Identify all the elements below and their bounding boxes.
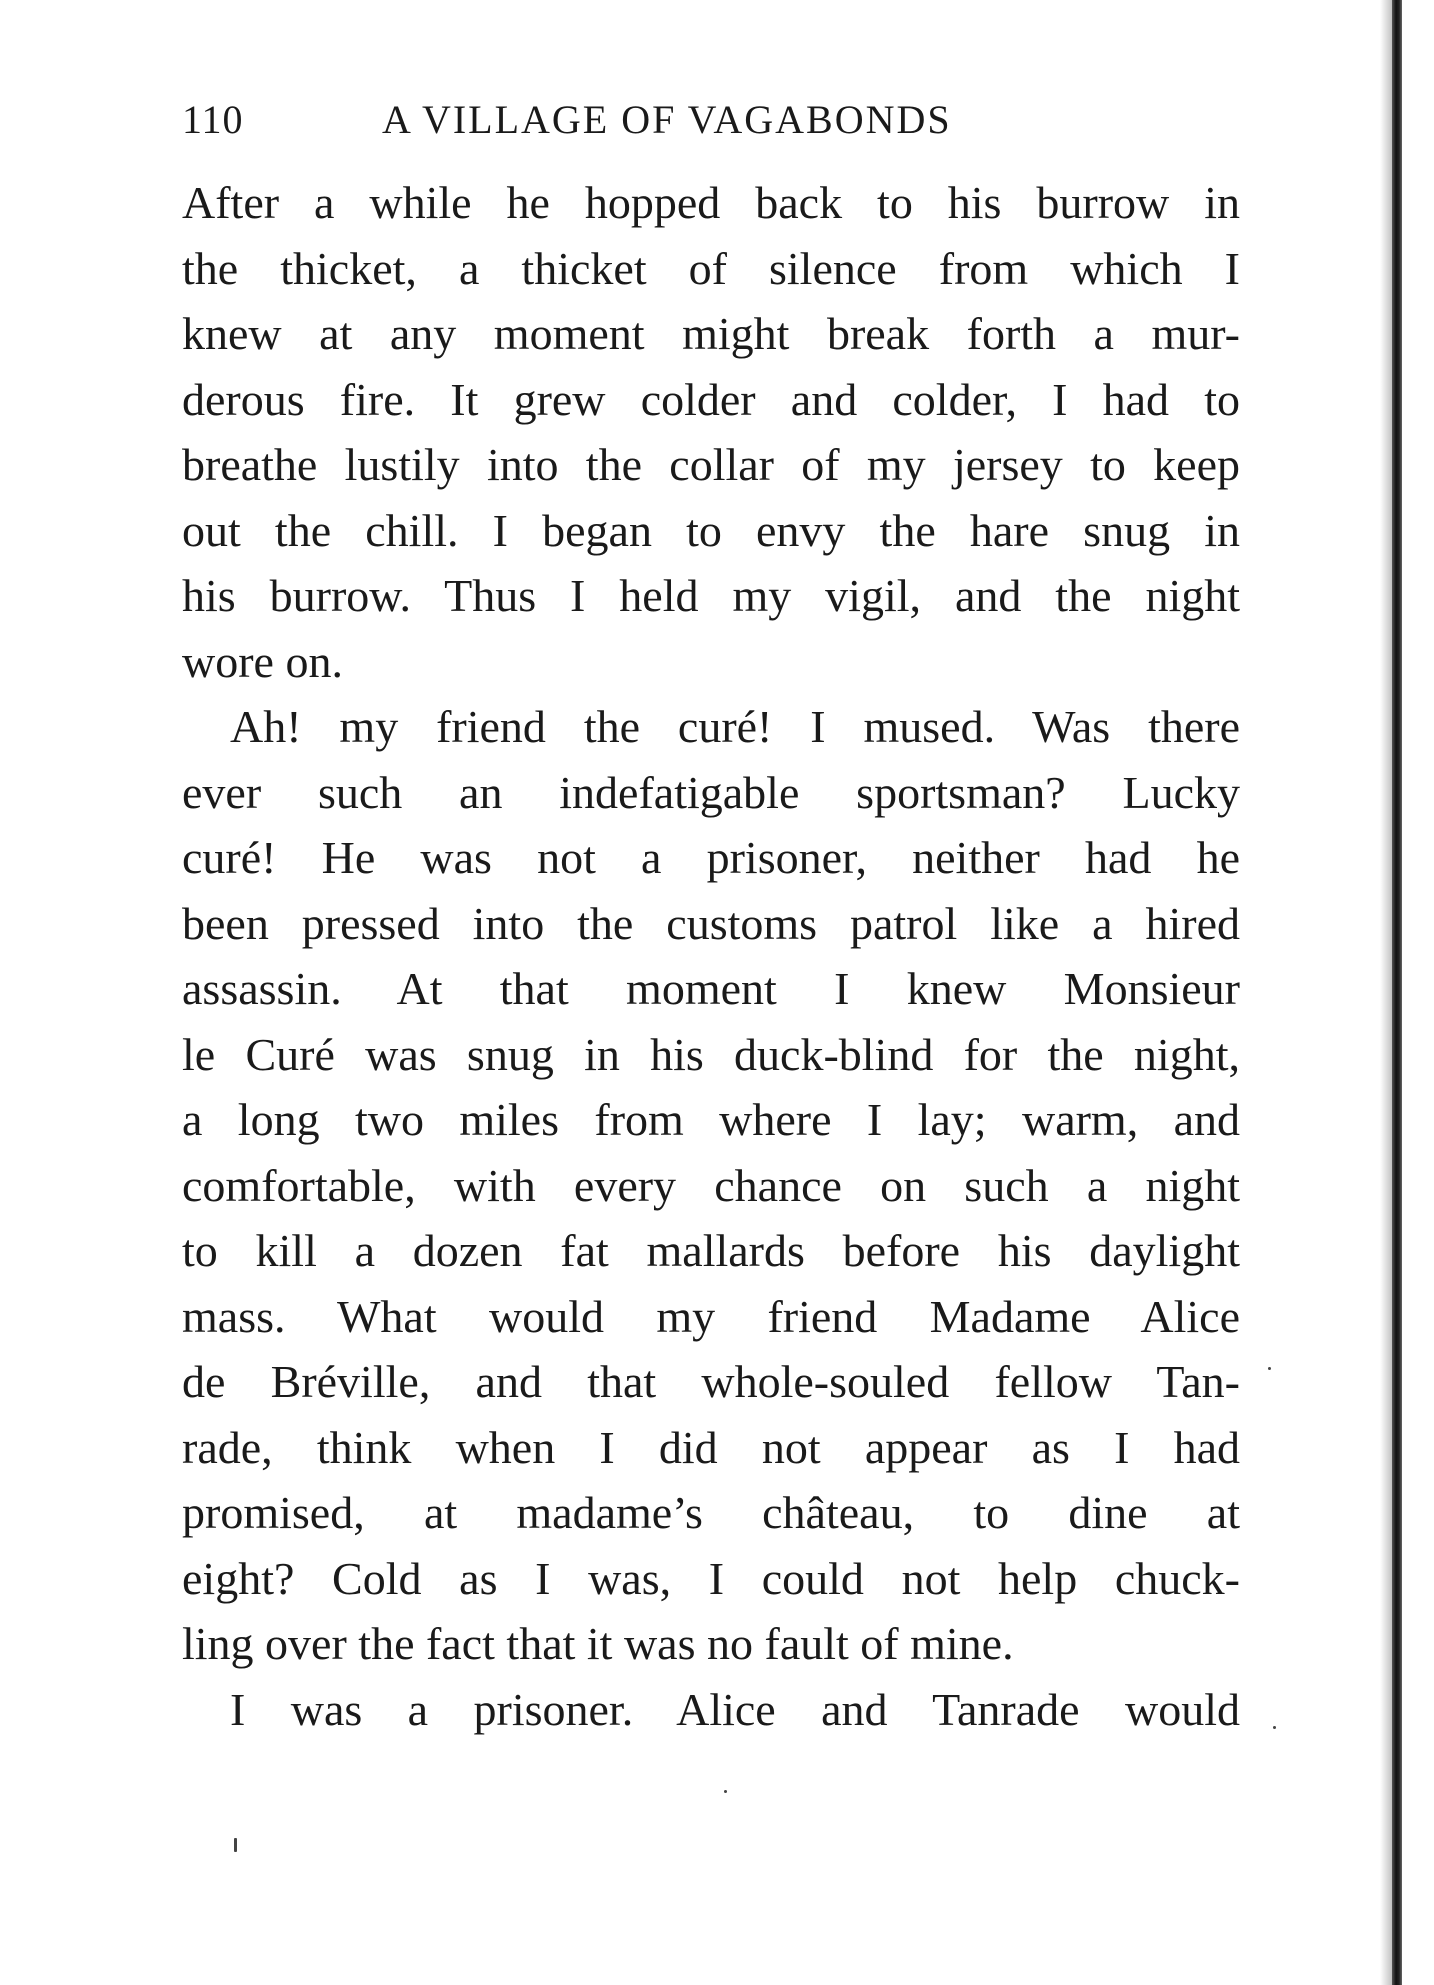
paragraph-first-line: I was a prisoner. Alice and Tanrade would [230,1683,1240,1735]
running-head [182,96,1042,156]
text-line: breathe lustily into the collar of my jersey to keep [182,439,1240,490]
print-speck [724,1790,727,1793]
text-line: eight? Cold as I was, I could not help chuck- [182,1552,1240,1604]
text-line: curé! He was not a prisoner, neither had he [182,832,1240,883]
text-line: rade, think when I did not appear as I had [182,1421,1240,1473]
text-line: comfortable, with every chance on such a night [182,1159,1240,1211]
text-line: to kill a dozen fat mallards before his daylight [182,1225,1240,1276]
text-line: knew at any moment might break forth a mur- [182,308,1240,359]
running-title: A VILLAGE OF VAGABONDS [382,97,952,142]
text-line: the thicket, a thicket of silence from which I [182,242,1240,294]
text-line: ling over the fact that it was no fault of mine. [182,1618,1014,1669]
text-line: promised, at madame’s château, to dine at [182,1487,1240,1538]
text-line: After a while he hopped back to his burrow in [182,177,1240,228]
text-line: a long two miles from where I lay; warm, and [182,1094,1240,1145]
paragraph-first-line: Ah! my friend the curé! I mused. Was there [230,701,1240,752]
text-line: been pressed into the customs patrol like a hired [182,897,1240,949]
print-speck [234,1838,237,1852]
print-speck [1268,1367,1271,1370]
page-number: 110 [182,97,244,142]
text-line: le Curé was snug in his duck-blind for the night, [182,1028,1240,1080]
text-line: ever such an indefatigable sportsman? Lucky [182,766,1240,818]
text-line: derous fire. It grew colder and colder, I had to [182,373,1240,425]
print-speck [1273,1726,1276,1729]
text-line: assassin. At that moment I knew Monsieur [182,963,1240,1014]
text-line: mass. What would my friend Madame Alice [182,1290,1240,1342]
binding-edge [1392,0,1402,1985]
binding-shadow [1380,0,1392,1985]
text-line: wore on. [182,635,343,687]
text-line: de Bréville, and that whole-souled fellow Tan- [182,1356,1240,1407]
text-line: his burrow. Thus I held my vigil, and the night [182,570,1240,621]
body-text [182,170,1240,1742]
text-line: out the chill. I began to envy the hare snug in [182,504,1240,556]
